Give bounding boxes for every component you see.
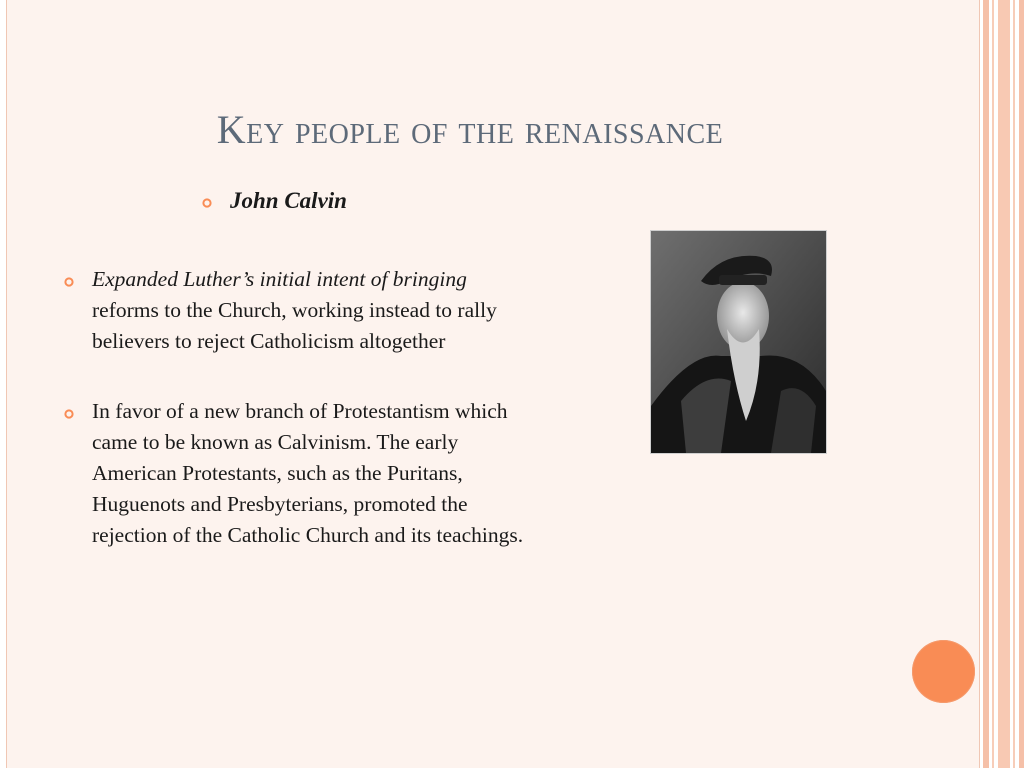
border-stripe bbox=[998, 0, 1010, 768]
bullet-text: reforms to the Church, working instead to rally believers to reject Catholicism altogether bbox=[92, 298, 497, 353]
bullet-icon bbox=[64, 277, 74, 287]
border-stripe bbox=[983, 0, 989, 768]
bullet-icon bbox=[202, 198, 212, 208]
portrait-image bbox=[650, 230, 827, 454]
decorative-orb bbox=[912, 640, 975, 703]
bullet-icon bbox=[64, 409, 74, 419]
bullet-text-2: In favor of a new branch of Protestantism which came to be known as Calvinism. The early American Protestants, such as the Puritans, Huguenots and Presbyterians, promoted the rejection of the Catholic Church and its teachings. bbox=[92, 399, 524, 547]
bullet-text-1 bbox=[92, 264, 532, 357]
border-stripe bbox=[992, 0, 994, 768]
subheading: John Calvin bbox=[230, 188, 347, 213]
slide-title: Key people of the renaissance bbox=[216, 107, 724, 152]
border-stripe bbox=[1013, 0, 1015, 768]
bullet-italic-lead: Expanded Luther’s initial intent of bringing bbox=[92, 267, 467, 291]
border-stripe bbox=[1019, 0, 1024, 768]
